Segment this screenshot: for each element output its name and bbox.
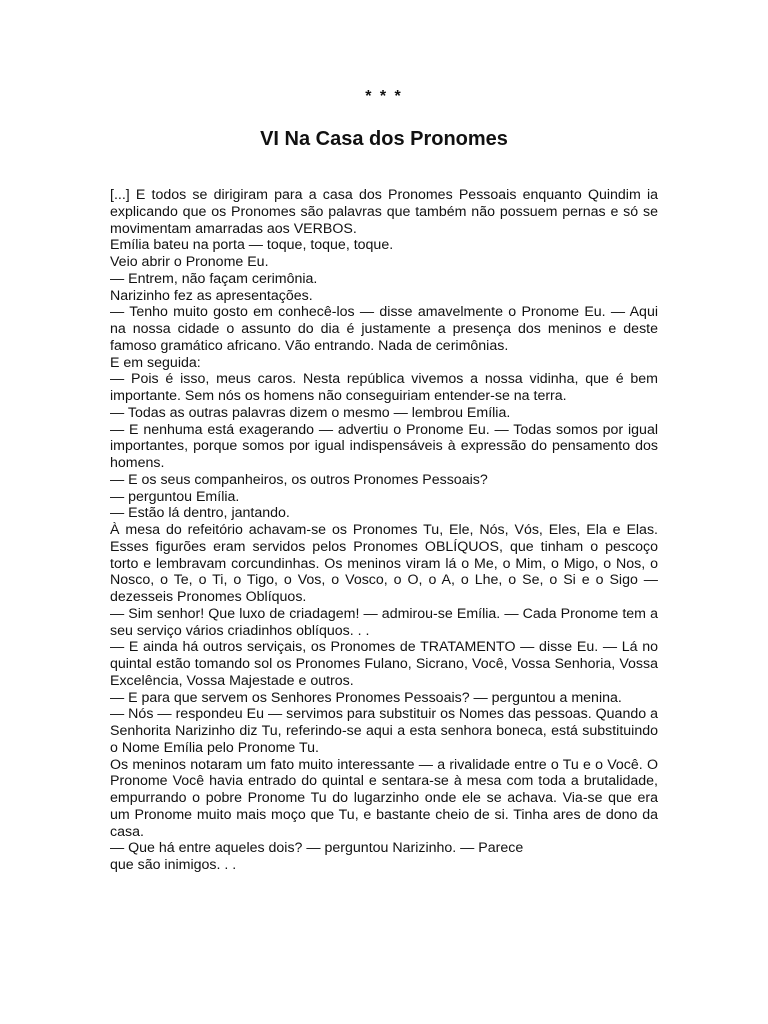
paragraph: E em seguida:	[110, 354, 201, 371]
paragraph: — E os seus companheiros, os outros Pronomes Pessoais?	[110, 471, 488, 488]
section-ornament: * * *	[365, 88, 403, 105]
paragraph: — Que há entre aqueles dois? — perguntou Narizinho. — Parece	[110, 840, 524, 857]
paragraph: — E para que servem os Senhores Pronomes Pessoais? — perguntou a menina.	[110, 689, 622, 706]
paragraph: — Tenho muito gosto em conhecê-los — disse amavelmente o Pronome Eu. — Aqui na nossa cidade o assunto do dia é justamente a presença dos meninos e deste famoso gramático africano. Vão entrando. Nada de cerimônias.	[110, 304, 658, 354]
paragraph: Veio abrir o Pronome Eu.	[110, 254, 269, 270]
paragraph: — Todas as outras palavras dizem o mesmo — lembrou Emília.	[110, 404, 511, 421]
paragraph: — Sim senhor! Que luxo de criadagem! — admirou-se Emília. — Cada Pronome tem a seu serviço vários criadinhos oblíquos. . .	[110, 605, 658, 639]
paragraph: Emília bateu na porta — toque, toque, toque.	[110, 237, 394, 254]
paragraph: que são inimigos. . .	[110, 857, 237, 873]
paragraph: — E nenhuma está exagerando — advertiu o Pronome Eu. — Todas somos por igual importantes, porque somos por igual indispensáveis à expressão do pensamento dos homens.	[110, 421, 658, 471]
paragraph: Narizinho fez as apresentações.	[110, 287, 313, 304]
paragraph: — perguntou Emília.	[110, 488, 240, 505]
paragraph: — Estão lá dentro, jantando.	[110, 505, 290, 522]
paragraph: — Pois é isso, meus caros. Nesta república vivemos a nossa vidinha, que é bem importante. Sem nós os homens não conseguiriam entender-se na terra.	[110, 371, 658, 404]
chapter-title: VI Na Casa dos Pronomes	[260, 128, 508, 150]
paragraph: À mesa do refeitório achavam-se os Pronomes Tu, Ele, Nós, Vós, Eles, Ela e Elas. Esses figurões eram servidos pelos Pronomes OBLÍQUOS, que tinham o pescoço torto e lembravam corcundinhas. Os meninos viram lá o Me, o Mim, o Migo, o Nos, o Nosco, o Te, o Ti, o Tigo, o Vos, o Vosco, o O, o A, o Lhe, o Se, o Si e o Sigo — dezesseis Pronomes Oblíquos.	[110, 522, 658, 605]
document-page	[110, 88, 658, 874]
paragraph: — Nós — respondeu Eu — servimos para substituir os Nomes das pessoas. Quando a Senhorita Narizinho diz Tu, referindo-se aqui a esta senhora boneca, está substituindo o Nome Emília pelo Pronome Tu.	[110, 706, 658, 756]
chapter-body	[110, 187, 658, 874]
paragraph: — E ainda há outros serviçais, os Pronomes de TRATAMENTO — disse Eu. — Lá no quintal estão tomando sol os Pronomes Fulano, Sicrano, Você, Vossa Senhoria, Vossa Excelência, Vossa Majestade e outros.	[110, 639, 658, 689]
paragraph: [...] E todos se dirigiram para a casa dos Pronomes Pessoais enquanto Quindim ia explicando que os Pronomes são palavras que também não possuem pernas e só se movimentam amarradas aos VERBOS.	[110, 187, 658, 237]
paragraph: — Entrem, não façam cerimônia.	[110, 270, 318, 287]
paragraph: Os meninos notaram um fato muito interessante — a rivalidade entre o Tu e o Você. O Pronome Você havia entrado do quintal e sentara-se à mesa com toda a brutalidade, empurrando o pobre Pronome Tu do lugarzinho onde ele se achava. Via-se que era um Pronome muito mais moço que Tu, e bastante cheio de si. Tinha ares de dono da casa.	[110, 756, 658, 840]
